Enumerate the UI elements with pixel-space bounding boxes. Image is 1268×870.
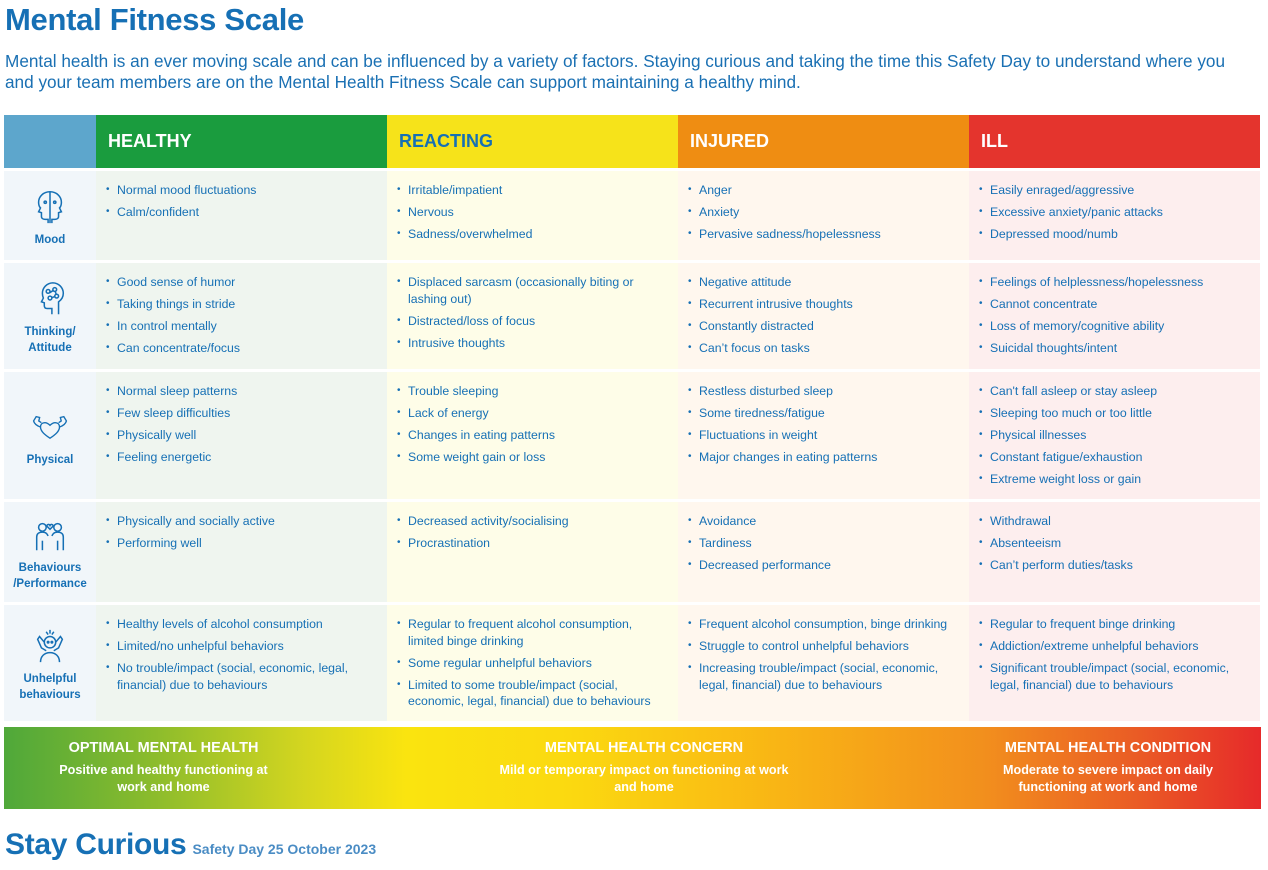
cell-mood-ill (969, 171, 1260, 260)
list-item: • Struggle to control unhelpful behaviors (688, 638, 957, 655)
header-injured: INJURED (678, 115, 969, 168)
list-item: • Avoidance (688, 513, 957, 530)
list-item: • Can’t focus on tasks (688, 340, 957, 357)
list-item: • Nervous (397, 204, 666, 221)
people-heart-icon (31, 516, 69, 554)
cell-physical-injured (678, 372, 969, 499)
cell-unhelpful-healthy (96, 605, 387, 721)
list-item: • Physical illnesses (979, 427, 1248, 444)
cell-thinking-ill (969, 263, 1260, 369)
list-item: • Withdrawal (979, 513, 1248, 530)
list-item: • Sadness/overwhelmed (397, 226, 666, 243)
list-item: • Irritable/impatient (397, 182, 666, 199)
list-item: • Can't fall asleep or stay asleep (979, 383, 1248, 400)
row-label-behaviours: Behaviours /Performance (13, 562, 87, 590)
row-label-unhelpful: Unhelpful behaviours (19, 673, 81, 701)
band-optimal (46, 740, 281, 796)
list-item: • Intrusive thoughts (397, 335, 666, 352)
row-label-mood: Mood (34, 233, 66, 246)
flexing-heart-icon (31, 408, 69, 446)
list-item: • Lack of energy (397, 405, 666, 422)
list-item: • Extreme weight loss or gain (979, 471, 1248, 488)
list-item: • Feeling energetic (106, 449, 375, 466)
list-item: • Healthy levels of alcohol consumption (106, 616, 375, 633)
list-item: • Regular to frequent binge drinking (979, 616, 1248, 633)
list-item: • Fluctuations in weight (688, 427, 957, 444)
row-label-thinking: Thinking/ Attitude (24, 326, 76, 354)
row-unhelpful (4, 605, 1261, 721)
cell-physical-healthy (96, 372, 387, 499)
row-header-thinking (4, 263, 96, 369)
list-item: • Calm/confident (106, 204, 375, 221)
list-item: • Physically and socially active (106, 513, 375, 530)
list-item: • Tardiness (688, 535, 957, 552)
list-item: • Few sleep difficulties (106, 405, 375, 422)
list-item: • Anxiety (688, 204, 957, 221)
list-item: • Anger (688, 182, 957, 199)
band-concern-title: MENTAL HEALTH CONCERN (544, 740, 744, 756)
page-title: Mental Fitness Scale (5, 2, 304, 37)
list-item: • Distracted/loss of focus (397, 313, 666, 330)
header-reacting: REACTING (387, 115, 678, 168)
list-item: • Pervasive sadness/hopelessness (688, 226, 957, 243)
list-item: • Significant trouble/impact (social, economic, legal, financial) due to behaviours (979, 660, 1248, 693)
row-physical (4, 372, 1261, 499)
list-item: • Major changes in eating patterns (688, 449, 957, 466)
cell-unhelpful-ill (969, 605, 1260, 721)
header-healthy: HEALTHY (96, 115, 387, 168)
list-item: • Normal mood fluctuations (106, 182, 375, 199)
list-item: • Decreased performance (688, 557, 957, 574)
list-item: • Some regular unhelpful behaviors (397, 655, 666, 672)
cell-mood-injured (678, 171, 969, 260)
list-item: • Limited/no unhelpful behaviors (106, 638, 375, 655)
list-item: • Some weight gain or loss (397, 449, 666, 466)
cell-physical-reacting (387, 372, 678, 499)
brain-head-icon (31, 280, 69, 318)
band-concern-subtitle: Mild or temporary impact on functioning at work and home (499, 763, 789, 794)
list-item: • Sleeping too much or too little (979, 405, 1248, 422)
band-concern (499, 740, 789, 796)
list-item: • Depressed mood/numb (979, 226, 1248, 243)
list-item: • Can’t perform duties/tasks (979, 557, 1248, 574)
cell-behaviours-ill (969, 502, 1260, 602)
head-profile-icon (31, 188, 69, 226)
list-item: • Performing well (106, 535, 375, 552)
list-item: • Restless disturbed sleep (688, 383, 957, 400)
list-item: • Physically well (106, 427, 375, 444)
list-item: • Procrastination (397, 535, 666, 552)
list-item: • Easily enraged/aggressive (979, 182, 1248, 199)
footer-tagline: Stay Curious (5, 828, 187, 861)
list-item: • Frequent alcohol consumption, binge drinking (688, 616, 957, 633)
list-item: • Cannot concentrate (979, 296, 1248, 313)
cell-thinking-injured (678, 263, 969, 369)
list-item: • Limited to some trouble/impact (social, economic, legal, financial) due to behaviours (397, 677, 666, 710)
row-label-physical: Physical (26, 453, 74, 466)
list-item: • Absenteeism (979, 535, 1248, 552)
cell-behaviours-reacting (387, 502, 678, 602)
list-item: • Recurrent intrusive thoughts (688, 296, 957, 313)
list-item: • Decreased activity/socialising (397, 513, 666, 530)
list-item: • Some tiredness/fatigue (688, 405, 957, 422)
fitness-scale-table (4, 115, 1261, 721)
intro-paragraph: Mental health is an ever moving scale and can be influenced by a variety of factors. Staying curious and taking the time this Safety Day to understand where you and your team members are on the Mental Health Fitness Scale can support maintaining a healthy mind. (5, 51, 1226, 92)
list-item: • Increasing trouble/impact (social, economic, legal, financial) due to behaviours (688, 660, 957, 693)
row-mood (4, 171, 1261, 260)
band-condition-title: MENTAL HEALTH CONDITION (1004, 740, 1212, 756)
list-item: • In control mentally (106, 318, 375, 335)
cell-thinking-reacting (387, 263, 678, 369)
cell-unhelpful-injured (678, 605, 969, 721)
band-condition (987, 740, 1229, 796)
header-row (4, 115, 1261, 168)
row-thinking (4, 263, 1261, 369)
band-condition-subtitle: Moderate to severe impact on daily functioning at work and home (1003, 763, 1213, 794)
cell-thinking-healthy (96, 263, 387, 369)
list-item: • Constantly distracted (688, 318, 957, 335)
list-item: • Suicidal thoughts/intent (979, 340, 1248, 357)
cell-mood-reacting (387, 171, 678, 260)
list-item: • Addiction/extreme unhelpful behaviors (979, 638, 1248, 655)
list-item: • Normal sleep patterns (106, 383, 375, 400)
list-item: • Changes in eating patterns (397, 427, 666, 444)
cell-behaviours-injured (678, 502, 969, 602)
band-optimal-subtitle: Positive and healthy functioning at work and home (59, 763, 268, 794)
stressed-person-icon (31, 627, 69, 665)
cell-behaviours-healthy (96, 502, 387, 602)
list-item: • Constant fatigue/exhaustion (979, 449, 1248, 466)
list-item: • Trouble sleeping (397, 383, 666, 400)
row-header-mood (4, 171, 96, 260)
list-item: • Feelings of helplessness/hopelessness (979, 274, 1248, 291)
header-ill: ILL (969, 115, 1260, 168)
footer-event-date: Safety Day 25 October 2023 (192, 841, 377, 857)
cell-physical-ill (969, 372, 1260, 499)
list-item: • Loss of memory/cognitive ability (979, 318, 1248, 335)
mental-health-continuum-band (4, 727, 1261, 809)
list-item: • No trouble/impact (social, economic, legal, financial) due to behaviours (106, 660, 375, 693)
footer (5, 828, 376, 862)
list-item: • Can concentrate/focus (106, 340, 375, 357)
cell-mood-healthy (96, 171, 387, 260)
list-item: • Displaced sarcasm (occasionally biting or lashing out) (397, 274, 666, 307)
list-item: • Taking things in stride (106, 296, 375, 313)
list-item: • Negative attitude (688, 274, 957, 291)
row-header-behaviours (4, 502, 96, 602)
header-corner (4, 115, 96, 168)
list-item: • Good sense of humor (106, 274, 375, 291)
cell-unhelpful-reacting (387, 605, 678, 721)
row-header-physical (4, 372, 96, 499)
list-item: • Regular to frequent alcohol consumption, limited binge drinking (397, 616, 666, 649)
row-header-unhelpful (4, 605, 96, 721)
band-optimal-title: OPTIMAL MENTAL HEALTH (68, 740, 259, 756)
row-behaviours (4, 502, 1261, 602)
list-item: • Excessive anxiety/panic attacks (979, 204, 1248, 221)
